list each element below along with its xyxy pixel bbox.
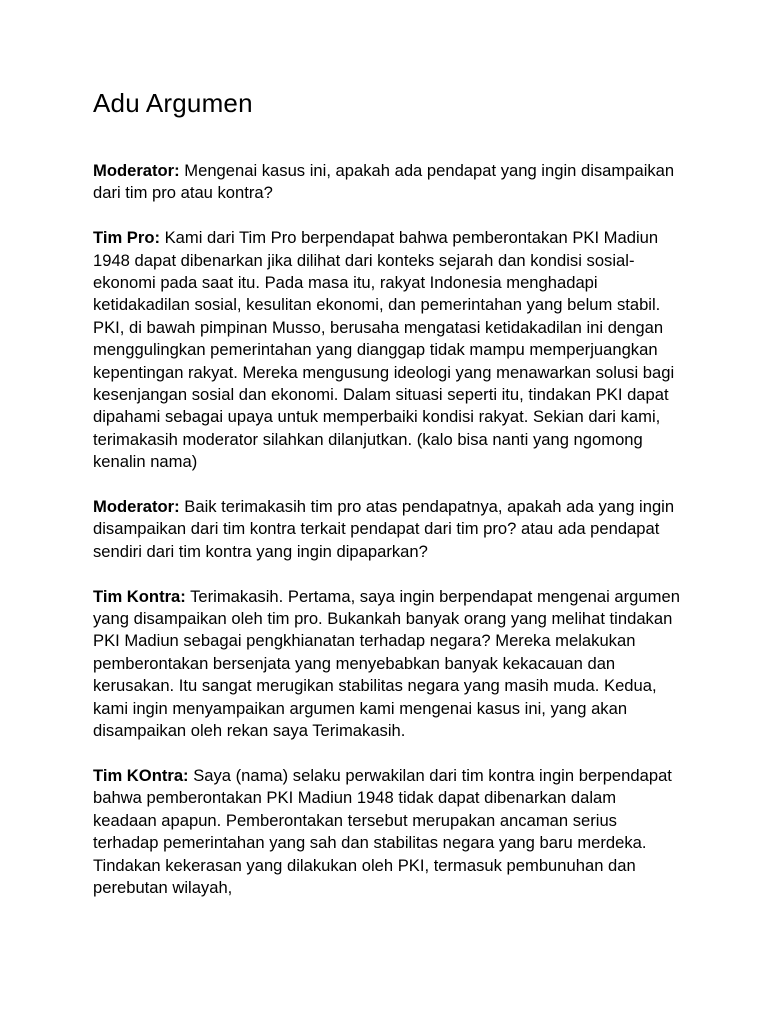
turn-text: Mengenai kasus ini, apakah ada pendapat yang ingin disampaikan dari tim pro atau kontra? [93, 161, 675, 203]
dialogue-turn-tim-kontra-2 [93, 765, 683, 899]
speaker-label: Tim Pro: [93, 228, 160, 248]
dialogue-turn-moderator-1 [93, 160, 683, 205]
turn-text: Saya (nama) selaku perwakilan dari tim kontra ingin berpendapat bahwa pemberontakan PKI Madiun 1948 tidak dapat dibenarkan dalam keadaan apapun. Pemberontakan tersebut merupakan ancaman serius terhadap pemerintahan yang sah dan stabilitas negara yang baru merdeka. Tindakan kekerasan yang dilakukan oleh PKI, termasuk pembunuhan dan perebutan wilayah, [93, 765, 672, 897]
document-title: Adu Argumen [93, 88, 253, 118]
dialogue-turn-tim-pro [93, 227, 683, 473]
turn-text: Terimakasih. Pertama, saya ingin berpendapat mengenai argumen yang disampaikan oleh tim pro. Bukankah banyak orang yang melihat tindakan PKI Madiun sebagai pengkhianatan terhadap negara? Mereka melakukan pemberontakan bersenjata yang menyebabkan banyak kekacauan dan kerusakan. Itu sangat merugikan stabilitas negara yang masih muda. Kedua, kami ingin menyampaikan argumen kami mengenai kasus ini, yang akan disampaikan oleh rekan saya Terimakasih. [93, 586, 680, 741]
turn-text: Baik terimakasih tim pro atas pendapatnya, apakah ada yang ingin disampaikan dari tim kontra terkait pendapat dari tim pro? atau ada pendapat sendiri dari tim kontra yang ingin dipaparkan? [93, 497, 675, 561]
speaker-label: Tim KOntra: [93, 765, 189, 785]
dialogue-turn-moderator-2 [93, 496, 683, 563]
dialogue-turn-tim-kontra-1 [93, 586, 683, 743]
speaker-label: Moderator: [93, 161, 180, 180]
speaker-label: Tim Kontra: [93, 586, 186, 606]
document-page [93, 86, 683, 922]
speaker-label: Moderator: [93, 497, 180, 517]
turn-text: Kami dari Tim Pro berpendapat bahwa pemberontakan PKI Madiun 1948 dapat dibenarkan jika dilihat dari konteks sejarah dan kondisi sosial-ekonomi pada saat itu. Pada masa itu, rakyat Indonesia menghadapi ketidakadilan sosial, kesulitan ekonomi, dan pemerintahan yang belum stabil. PKI, di bawah pimpinan Musso, berusaha mengatasi ketidakadilan ini dengan menggulingkan pemerintahan yang dianggap tidak mampu memperjuangkan kepentingan rakyat. Mereka mengusung ideologi yang menawarkan solusi bagi kesenjangan sosial dan ekonomi. Dalam situasi seperti itu, tindakan PKI dapat dipahami sebagai upaya untuk memperbaiki kondisi rakyat. Sekian dari kami, terimakasih moderator silahkan dilanjutkan. (kalo bisa nanti yang ngomong kenalin nama) [93, 228, 675, 472]
